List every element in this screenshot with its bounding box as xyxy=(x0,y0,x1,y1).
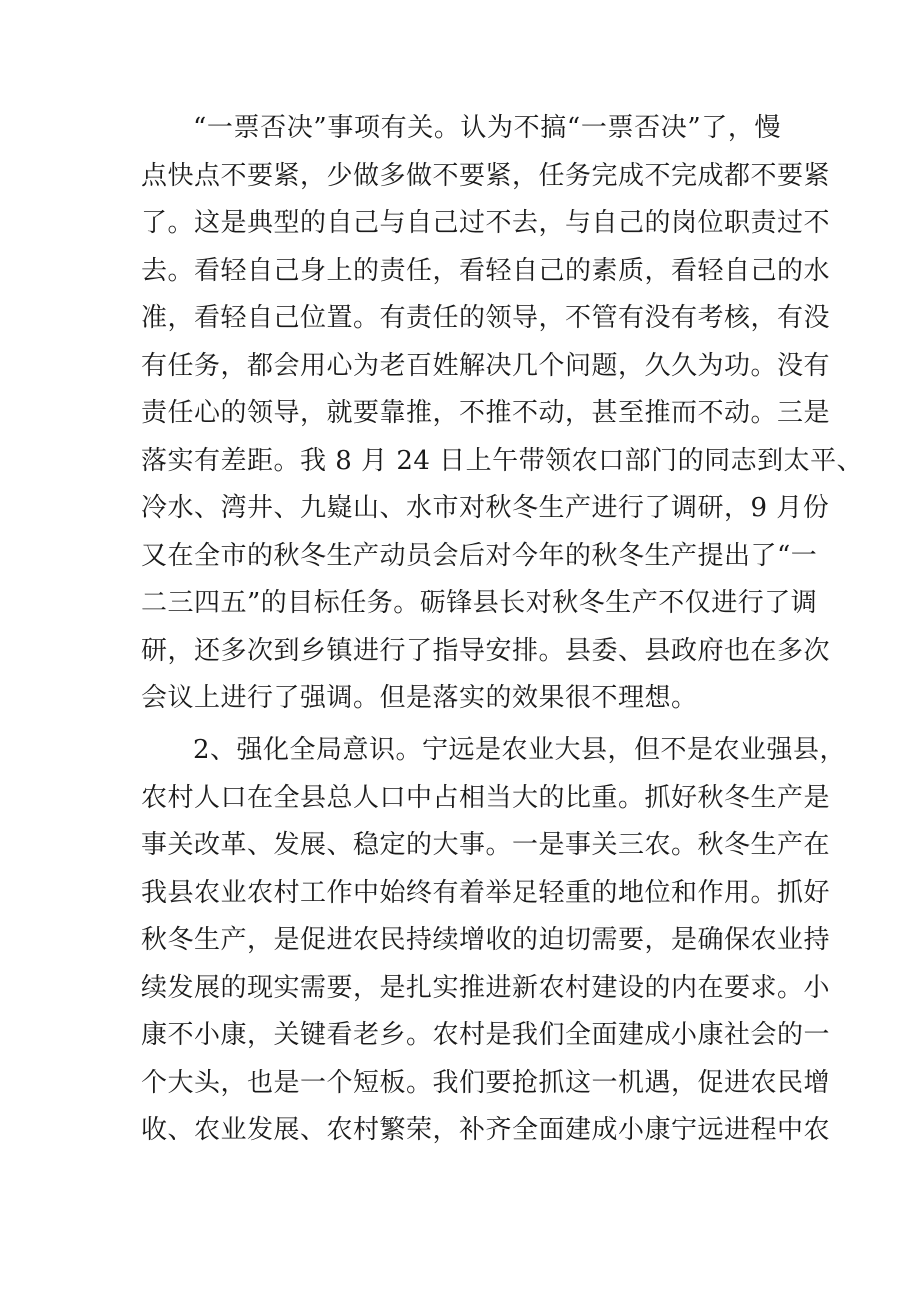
text-line: 去。看轻自己身上的责任，看轻自己的素质，看轻自己的水 xyxy=(141,255,831,286)
text-line: 有任务，都会用心为老百姓解决几个问题，久久为功。没有 xyxy=(141,350,831,381)
text-line: 二三四五”的目标任务。砺锋县长对秋冬生产不仅进行了调 xyxy=(141,588,818,618)
text-line: 冷水、湾井、九嶷山、水市对秋冬生产进行了调研，9 月份 xyxy=(141,493,830,523)
text-line: 秋冬生产，是促进农民持续增收的迫切需要，是确保农业持 xyxy=(141,925,831,955)
text-line: 续发展的现实需要，是扎实推进新农村建设的内在要求。小 xyxy=(141,972,831,1003)
text-line: 事关改革、发展、稳定的大事。一是事关三农。秋冬生产在 xyxy=(141,830,831,860)
text-line: 我县农业农村工作中始终有着举足轻重的地位和作用。抓好 xyxy=(141,877,831,908)
text-line: 研，还多次到乡镇进行了指导安排。县委、县政府也在多次 xyxy=(141,635,831,666)
paragraph-2 xyxy=(141,727,847,1155)
text-line: 又在全市的秋冬生产动员会后对今年的秋冬生产提出了“一 xyxy=(141,540,818,571)
text-line: 个大头，也是一个短板。我们要抢抓这一机遇，促进农民增 xyxy=(141,1067,831,1098)
text-line: 收、农业发展、农村繁荣，补齐全面建成小康宁远进程中农 xyxy=(141,1115,831,1145)
text-line: “一票否决”事项有关。认为不搞“一票否决”了，慢 xyxy=(193,113,781,143)
text-line: 2、强化全局意识。宁远是农业大县，但不是农业强县， xyxy=(193,735,847,765)
text-line: 康不小康，关键看老乡。农村是我们全面建成小康社会的一 xyxy=(141,1020,831,1050)
text-line: 责任心的领导，就要靠推，不推不动，甚至推而不动。三是 xyxy=(141,398,831,428)
text-line: 点快点不要紧，少做多做不要紧，任务完成不完成都不要紧 xyxy=(141,160,831,191)
text-line: 农村人口在全县总人口中占相当大的比重。抓好秋冬生产是 xyxy=(141,782,831,813)
text-line: 准，看轻自己位置。有责任的领导，不管有没有考核，有没 xyxy=(141,303,831,333)
text-line: 了。这是典型的自己与自己过不去，与自己的岗位职责过不 xyxy=(141,208,831,238)
text-line-last: 会议上进行了强调。但是落实的效果很不理想。 xyxy=(141,683,698,713)
text-line: 落实有差距。我 8 月 24 日上午带领农口部门的同志到太平、 xyxy=(141,445,864,476)
paragraph-1 xyxy=(141,105,864,723)
